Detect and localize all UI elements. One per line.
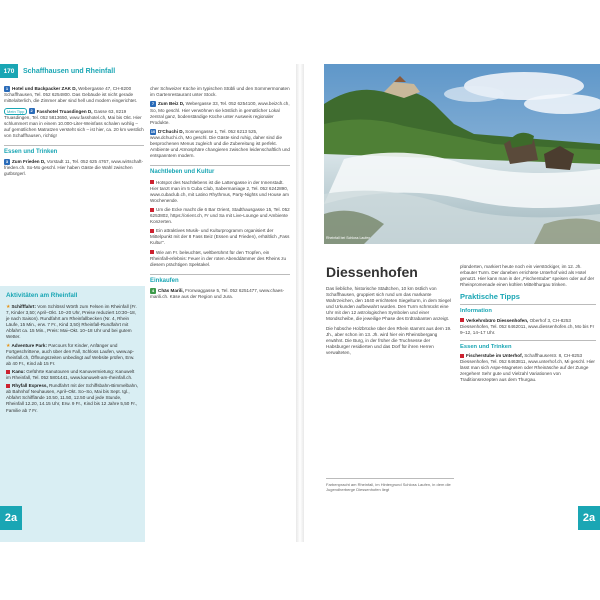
entry-title: Chäs Marili,: [158, 288, 184, 294]
chapter-tab: 2a: [578, 506, 600, 530]
bullet-square: [150, 250, 154, 254]
activities-box: [0, 286, 145, 542]
entry-zum-beiz: [150, 101, 290, 126]
right-column-1: [326, 264, 454, 359]
activity-entry: ★Adventure Park: Parcours für Kinder, Anfänger und Fortgeschrittene, auch über den Fall, Schloss Laufen, www.ap-rheinfall.ch, Öffnungszeiten unbedingt auf Website prüfen, Erw. ab 40 Fr., Kind ab 15 Fr.: [6, 342, 135, 366]
entry-title: Zum Beiz D,: [158, 101, 185, 107]
left-page: [0, 64, 296, 542]
entry-hotel-zak: [4, 86, 144, 105]
entry-text: Sonnengasse 1, Tel. 052 6213 525, www.dchuchi.ch, Mo geschl. Die Gäste sind ruhig, daher sind die besprochenen Menus zugleich und die Zubereitung ist perfekt. Ambiente und Atmosphäre changieren zwischen leidenschaftlich und entspanntem modern.: [150, 129, 290, 159]
bullet-square: [6, 370, 10, 374]
entry-text: Webergasse 47, CH-8200 Schaffhausen, Tel. 052 6254800. Das Gebäude ist nicht gerade mittelalterlich, die Zimmer aber sind hell und modern eingerichtet.: [4, 86, 138, 104]
bullet-square: [460, 354, 464, 358]
page-title: Diessenhofen: [326, 264, 418, 280]
left-column-2: [150, 86, 290, 303]
marker-1: 1: [5, 86, 9, 91]
activities-title: Aktivitäten am Rheinfall: [6, 292, 78, 299]
night-entry-3: Ein attraktives Musik- und Kulturprogramm organisiert der Mittelpunkt mit der 8 Fass Beiz (Essen und Frieden), erhältlich „Fass Kultur".: [150, 228, 290, 246]
activity-entry: ★Schifffahrt: Vom Schlössl Wörth zum Felsen im Rheinfall (Fr. 7, Kinder 3,50; April–Okt. 10–20 Uhr, Preise reduziert 10:30–18, je nach Saison). Rundfahrt am Rheinfallbecken (Nr. 4, Rhein Läufe, 15 Min., erw. 7 Fr., Kind 3,50) Rheinfall-Rundfahrt mit Abfahrt ca. 15 Min., Preis: Mai–Okt. 10–18 Uhr und bei gutem Wetter.: [6, 304, 137, 340]
rheinfall-photo: [324, 64, 600, 244]
bullet-square: [150, 208, 154, 212]
photo-caption: Farbenpracht am Rheinfall, im Hintergrund Schloss Laufen, in dem die Jugendherberge Diessenhofen liegt: [326, 478, 454, 492]
entry-dchuchi: [150, 129, 290, 160]
night-entry-4: Wie am Fr. beleuchtet, weltberühmt für den Tropfen, ein Rheinfall-erlebnis: Feuer in der roten Abenddämmer des Rheins zu diesem prächtigen Spektakel.: [150, 249, 287, 267]
col2-intro: cher Schweizer Küche im typischen Stübli und den Sommermonaten im Gartenrestaurant unter Stock.: [150, 86, 290, 98]
left-column-1: [4, 86, 144, 181]
night-entry-2: Um die Ecke macht die 6 Bar Orient, Stadthausgasse 15, Tel. 052 6253802, https://orient.ch, Fr und Sa mit Live-Lounge und Ambiente Konzerten.: [150, 206, 290, 225]
marker-2: 2: [30, 108, 33, 114]
sub-heading-shopping: Einkaufen: [150, 274, 290, 284]
marker-10: 10: [150, 128, 156, 134]
star-icon: ★: [6, 342, 11, 349]
marker-3: 3: [5, 159, 9, 165]
practical-tips-heading: Praktische Tipps: [460, 292, 520, 302]
star-icon: ★: [6, 304, 11, 310]
sub-heading-food: Essen und Trinken: [4, 145, 144, 155]
waterfall-image: [324, 64, 600, 244]
bullet-square: [150, 180, 154, 184]
marker-4: 4: [151, 287, 155, 293]
bullet-square: [150, 229, 154, 233]
sub-heading-nightlife: Nachtleben und Kultur: [150, 165, 290, 175]
body-paragraph: Die hübsche Holzbrücke über den Rhein stammt aus dem 19. Jh., aber schon im 13. Jh. wird hier ein Rheinübergang erwähnt. Die Burg, in der früher die Truchsesse der Habsburger residierten und das Dorf für ihren Herren verwalteten,: [326, 325, 452, 355]
night-entry-1: Hotspot des Nachtlebens ist die Lattengasse in der Innenstadt. Hier tanzt man im 5 Cuba Club, Sabermaniage 2, Tel. 052 6242890, www.cubaclub.ch, mit Latino Rhythmus, Party-Nights und House am Wochenende.: [150, 179, 289, 203]
running-title: Schaffhausen und Rheinfall: [23, 67, 116, 75]
entry-fasshotel: [4, 108, 144, 139]
chapter-tab: 2a: [0, 506, 22, 530]
marker-7: 7: [151, 101, 155, 107]
book-spread: [0, 64, 600, 542]
tip-badge: Mein Tipp: [4, 108, 27, 115]
body-paragraph: Das liebliche, historische Städtchen, 10 km östlich von Schaffhausen, gruppiert sich rund um das markante Wahrzeichen, den 1640 errichteten Siegelturm, in dem Siegel und Urkunden aufbewahrt wurden. Den Turm schmückt eine Uhr mit den 12 astrologischen Symbolen und einer Mondscheibe, die jeweilige Phase des Erdtrabanten anzeigt.: [326, 286, 451, 322]
page-number: 170: [0, 64, 18, 78]
sub-heading-food: Essen und Trinken: [460, 340, 596, 350]
book-gutter: [296, 64, 304, 542]
photo-credit: Rheinfall bei Schloss Laufen: [326, 236, 371, 240]
entry-title: Hotel und Backpacker ZAK D,: [12, 86, 77, 92]
right-page: [304, 64, 600, 542]
entry-text: Webergasse 33, Tel. 052 6254100, www.beizch.ch, So, Mo geschl. Hier verwöhnen sie köstlich in gemütlicher Lokal zentral ganz, bodenständige Küche unter Ausweis regionaler Produkte.: [150, 101, 290, 125]
bullet-square: [6, 384, 10, 388]
bullet-square: [460, 318, 464, 322]
running-head: [0, 64, 296, 78]
sub-heading-information: Information: [460, 304, 596, 314]
entry-zum-frieden: [4, 159, 144, 178]
entry-verkehrsbuero: Verkehrsbüro Diessenhofen, Oberhof 3, CH-8253 Diessenhofen, Tel. 052 6462011, www.diessenhofen.ch, Mo bis Fr 9–12, 14–17 Uhr.: [460, 317, 595, 335]
entry-title: Fasshotel Truasdingen D,: [36, 108, 93, 114]
entry-fischerstube: Fischerstube im Unterhof, Schaffhauserstr. 8, CH-8253 Diessenhofen, Tel. 052 6463811, www.unterhof.ch, Mi geschl. Hier lässt man sich Aspe-Magneten oder Rheinäsche auf der Zunge zergehen! Sehr gute und Vielzahl Variationen von Traditionsrezepten aus dem Thurgau.: [460, 352, 595, 383]
activities-body: [6, 304, 140, 416]
activity-entry: Rhyfall Express, Rundfahrt mit der Schiffsbahn-Bimmelbahn, ab Bahnhof Neuhausen, April–Okt. So–So, Mai bis Sept. tgl., Abfahrt Schifflände 10.50, 11.50, 12.50 und jede Stunde, Rheinfall 12.20, 14.15 Uhr, Erw. 9 Fr., Kind bis 12 Jahre 5,50 Fr., Familie ab 7 Fr.: [6, 383, 139, 413]
body-paragraph: plünderten, markiert heute noch ein vierstöckiger, im 12. Jh. erbauter Turm. Der daneben errichtete Unterhof wird als Hotel genutzt. Hier kann man in der „Fischerstube" speisen oder auf der Rheinpromenade einen kühlen Mittelthurgau trinken.: [460, 264, 595, 288]
entry-text: Vorstadt 11, Tel. 052 625 4767, www.wirtschaft-frieden.ch. So-Mo geschl. Hier haben Gäste die Wahl zwischen gutbürgerl.: [4, 159, 144, 177]
right-column-2: [460, 264, 596, 386]
entry-title: Zum Frieden D,: [12, 159, 46, 165]
entry-title: D'Chuchi D,: [158, 129, 184, 134]
activity-entry: Kanu: Geführte Kanutouren und Kanuvermietung: Kanuwelt im Rheinfall, Tel. 052 5801441, www.kanuwelt-am-rheinfall.ch.: [6, 368, 135, 381]
entry-text: Fronwaggasse 5, Tel. 052 6251477, www.chaes-marili.ch. Käse aus der Region und Jura.: [150, 288, 285, 300]
entry-chaes-marili: [150, 288, 290, 300]
entry-text: Gasse 63, 8219 Truasdingen, Tel. 052 5813650, www.fasshotel.ch, Mai bis Okt. Hier schlummert man in einem 10.000-Liter-Weinfass schalen wohlig – auf gemütlichen Matratzen versteht sich – ist hier, ca. 20 km westlich von Schaffhausen, richtig!: [4, 108, 144, 138]
